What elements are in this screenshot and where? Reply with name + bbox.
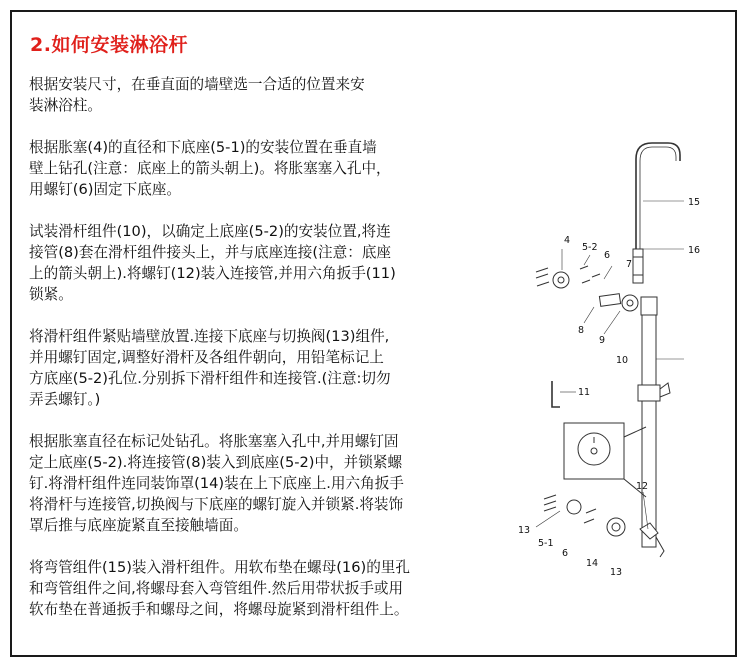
label-6-lower: 6 [562,548,569,559]
label-13-right: 13 [610,567,623,578]
slide-rod-10 [642,315,656,547]
paragraph-6: 将弯管组件(15)装入滑杆组件。用软布垫在螺母(16)的里孔 和弯管组件之间,将螺母套入弯管组件.然后用带状扳手或用 软布垫在普通扳手和螺母之间，将螺母旋紧到滑杆组件上。 [29,559,410,618]
cover-14 [607,518,625,536]
label-5-1: 5-1 [538,538,554,549]
label-10: 10 [616,355,629,366]
paragraph-4: 将滑杆组件紧贴墙壁放置.连接下底座与切换阀(13)组件, 并用螺钉固定,调整好滑杆及各组件朝向，用铅笔标记上 方底座(5-2)孔位.分别拆下滑杆组件和连接管.(注意:切勿 弄丢螺钉。) [29,328,391,408]
label-4: 4 [564,235,571,246]
label-15: 15 [688,197,701,208]
label-8: 8 [578,325,585,336]
label-11: 11 [578,387,591,398]
label-12: 12 [636,481,649,492]
bent-pipe-15 [636,143,680,249]
instruction-text [29,74,474,641]
label-9: 9 [599,335,606,346]
paragraph-5: 根据胀塞直径在标记处钻孔。将胀塞塞入孔中,并用螺钉固 定上底座(5-2).将连接管(8)装入到底座(5-2)中，并锁紧螺 钉.将滑杆组件连同装饰罩(14)装在上下底座上.用六角扳手 将滑杆与连接管,切换阀与下底座的螺钉旋入并锁紧.将装饰 罩后推与底座旋紧直至接触墙面。 [29,433,404,534]
label-6-upper: 6 [604,250,611,261]
document-frame [10,10,737,657]
label-13-left: 13 [518,525,531,536]
connector-pipe-8 [599,294,620,307]
upper-base-5-2 [553,272,569,288]
hex-key-11 [552,381,560,407]
screws-lower [544,495,596,523]
paragraph-3: 试装滑杆组件(10)，以确定上底座(5-2)的安装位置,将连 接管(8)套在滑杆组件接头上，并与底座连接(注意：底座 上的箭头朝上).将螺钉(12)装入连接管,并用六角扳手(11) 锁紧。 [29,223,396,303]
slider-holder [638,385,660,401]
inset-detail-box [564,423,624,479]
paragraph-2: 根据胀塞(4)的直径和下底座(5-1)的安装位置在垂直墙 壁上钻孔(注意：底座上的箭头朝上)。将胀塞塞入孔中， 用螺钉(6)固定下底座。 [29,139,391,198]
shower-rod-assembly-diagram [500,137,732,587]
label-5-2: 5-2 [582,242,598,253]
lower-base-5-1 [567,500,581,514]
label-7: 7 [626,259,633,270]
label-14: 14 [586,558,599,569]
paragraph-1: 根据安装尺寸，在垂直面的墙壁选一合适的位置来安 装淋浴柱。 [29,76,365,114]
nut-16 [633,249,643,283]
cover-9 [622,295,638,311]
label-16: 16 [688,245,701,256]
section-title: 2.如何安装淋浴杆 [30,34,188,56]
